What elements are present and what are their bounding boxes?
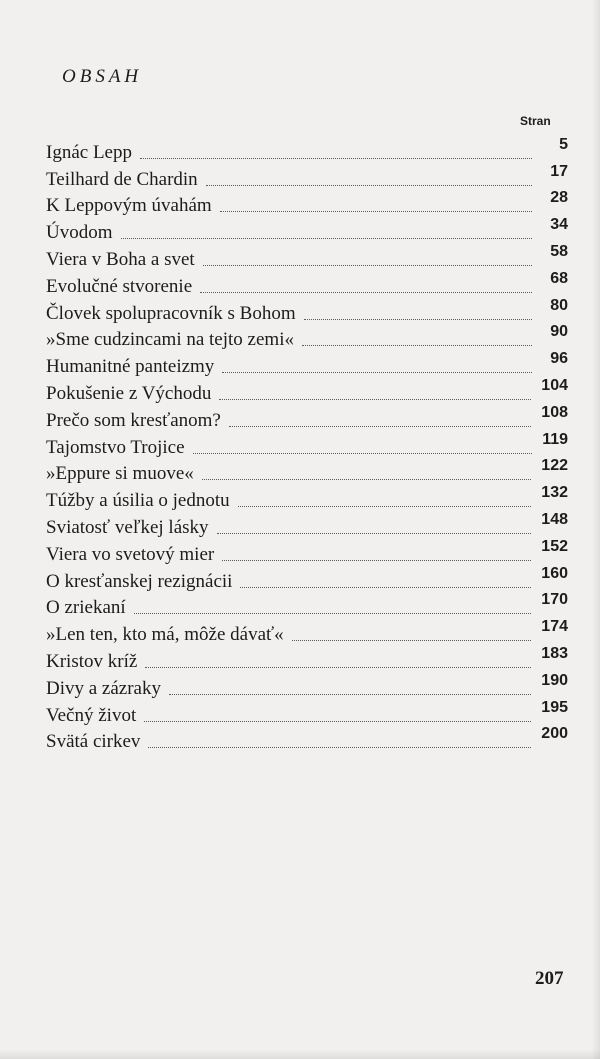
toc-entry-title: »Sme cudzincami na tejto zemi«	[46, 329, 294, 351]
toc-entry-title: Kristov kríž	[46, 650, 138, 672]
toc-entry	[46, 217, 568, 244]
toc-entry-page: 170	[541, 591, 568, 609]
toc-entry-page: 96	[550, 350, 568, 368]
dot-leader	[193, 452, 532, 454]
toc-entry-page: 190	[541, 671, 568, 689]
toc-entry-title: Úvodom	[46, 222, 113, 244]
toc-entry-page: 195	[541, 698, 568, 716]
dot-leader	[169, 693, 531, 695]
dot-leader	[238, 505, 532, 507]
dot-leader	[203, 264, 532, 266]
toc-entry-title: »Len ten, kto má, môže dávať«	[46, 624, 284, 646]
toc-entry-page: 183	[541, 644, 568, 662]
toc-entry-page: 5	[559, 135, 568, 153]
toc-entry-title: Divy a zázraky	[46, 677, 161, 699]
table-of-contents	[46, 137, 568, 753]
toc-entry-page: 160	[541, 564, 568, 582]
toc-entry	[46, 244, 568, 271]
toc-entry	[46, 164, 568, 191]
page-column-header: Stran	[520, 114, 551, 128]
toc-entry-title: Večný život	[46, 704, 137, 726]
toc-entry-title: Humanitné panteizmy	[46, 356, 215, 378]
dot-leader	[206, 184, 532, 186]
toc-entry	[46, 432, 568, 459]
toc-entry-page: 119	[542, 430, 568, 448]
dot-leader	[292, 639, 532, 641]
toc-entry	[46, 512, 568, 539]
toc-entry-page: 104	[541, 376, 568, 394]
dot-leader	[222, 371, 532, 373]
toc-entry-page: 132	[541, 484, 568, 502]
dot-leader	[222, 559, 531, 561]
toc-entry-page: 90	[550, 323, 568, 341]
toc-entry	[46, 298, 568, 325]
toc-entry-title: Pokušenie z Východu	[46, 382, 212, 404]
toc-entry-title: K Leppovým úvahám	[46, 195, 212, 217]
toc-entry-title: O zriekaní	[46, 597, 126, 619]
toc-entry	[46, 271, 568, 298]
toc-entry-page: 152	[541, 537, 568, 555]
dot-leader	[144, 720, 531, 722]
dot-leader	[134, 612, 532, 614]
contents-heading: OBSAH	[62, 66, 143, 87]
dot-leader	[148, 746, 531, 748]
dot-leader	[220, 210, 532, 212]
toc-entry	[46, 191, 568, 218]
bottom-edge-shadow	[0, 1049, 600, 1059]
toc-entry	[46, 727, 568, 754]
toc-entry-page: 122	[541, 457, 568, 475]
dot-leader	[145, 666, 531, 668]
dot-leader	[200, 291, 532, 293]
page-edge-shadow	[592, 0, 600, 1059]
toc-entry	[46, 566, 568, 593]
toc-entry	[46, 485, 568, 512]
toc-entry-title: Teilhard de Chardin	[46, 168, 198, 190]
toc-entry	[46, 378, 568, 405]
toc-entry-title: O kresťanskej rezignácii	[46, 570, 233, 592]
toc-entry	[46, 459, 568, 486]
dot-leader	[229, 425, 531, 427]
toc-entry	[46, 137, 568, 164]
toc-entry-title: Evolučné stvorenie	[46, 275, 193, 297]
toc-entry-page: 200	[541, 725, 568, 743]
toc-entry-page: 58	[550, 242, 568, 260]
toc-entry-page: 148	[541, 510, 568, 528]
toc-entry	[46, 405, 568, 432]
dot-leader	[240, 586, 531, 588]
toc-entry	[46, 619, 568, 646]
toc-entry-page: 68	[550, 269, 568, 287]
dot-leader	[202, 478, 532, 480]
toc-entry-title: Sviatosť veľkej lásky	[46, 516, 209, 538]
toc-entry-page: 28	[550, 189, 568, 207]
dot-leader	[140, 157, 532, 159]
dot-leader	[219, 398, 531, 400]
page-number: 207	[535, 968, 564, 989]
toc-entry	[46, 351, 568, 378]
toc-entry-title: Tajomstvo Trojice	[46, 436, 185, 458]
toc-entry-title: Viera vo svetový mier	[46, 543, 215, 565]
toc-entry-page: 174	[541, 618, 568, 636]
toc-entry-title: Prečo som kresťanom?	[46, 409, 221, 431]
toc-entry-title: Svätá cirkev	[46, 731, 141, 753]
dot-leader	[304, 318, 532, 320]
toc-entry-page: 17	[550, 162, 568, 180]
toc-entry-page: 108	[541, 403, 568, 421]
toc-entry	[46, 593, 568, 620]
dot-leader	[302, 344, 532, 346]
toc-entry-title: Túžby a úsilia o jednotu	[46, 490, 230, 512]
toc-entry-title: »Eppure si muove«	[46, 463, 194, 485]
toc-entry	[46, 325, 568, 352]
dot-leader	[121, 237, 533, 239]
toc-entry	[46, 700, 568, 727]
toc-entry-page: 34	[550, 216, 568, 234]
toc-entry	[46, 673, 568, 700]
toc-entry-title: Človek spolupracovník s Bohom	[46, 302, 296, 324]
dot-leader	[217, 532, 532, 534]
toc-entry-title: Viera v Boha a svet	[46, 248, 195, 270]
toc-entry-title: Ignác Lepp	[46, 141, 132, 163]
toc-entry	[46, 539, 568, 566]
toc-entry-page: 80	[550, 296, 568, 314]
toc-entry	[46, 646, 568, 673]
